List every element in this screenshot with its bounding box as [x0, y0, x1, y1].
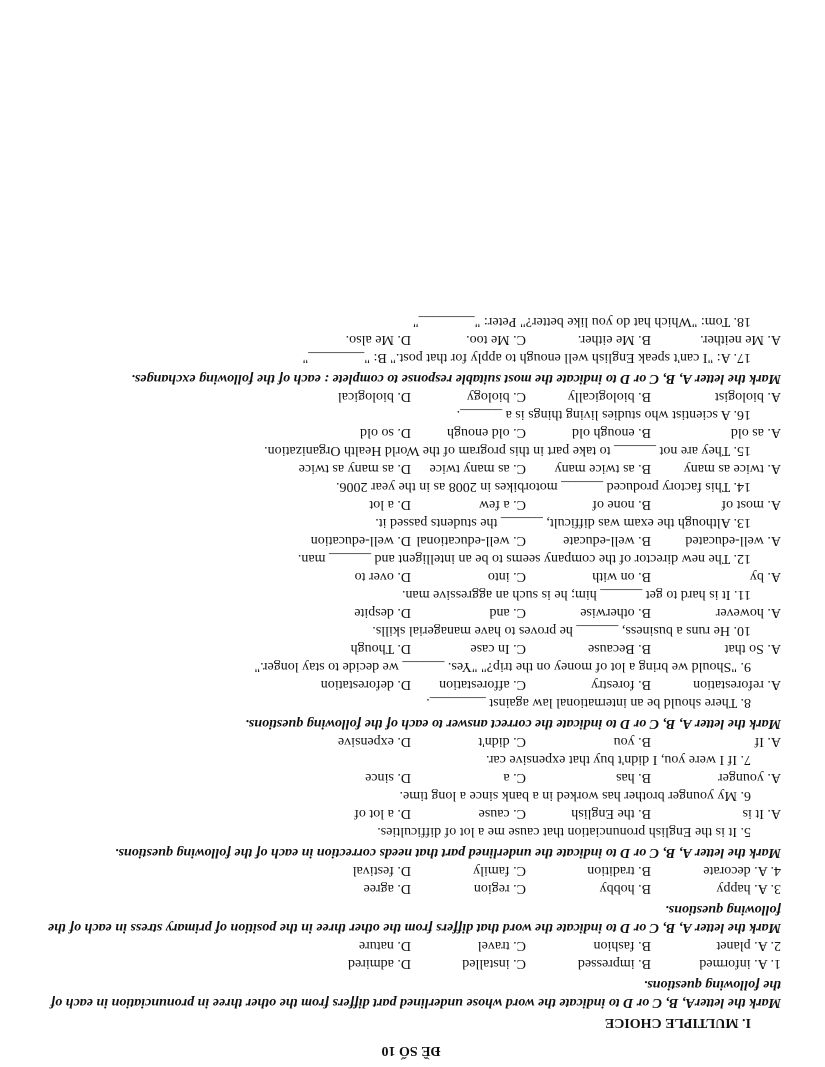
- question: [41, 861, 781, 879]
- question-number: 3.: [770, 881, 781, 896]
- option-b[interactable]: B. Because: [588, 641, 651, 656]
- answer-options: [41, 603, 781, 621]
- option-a[interactable]: A. by: [749, 569, 781, 584]
- group-instruction: Mark the letterA, B, C or D to indicate the word whose underlined part differs from the other three in pronunciation in each of the following questions.: [50, 977, 781, 1010]
- option-d[interactable]: D. despite: [354, 605, 411, 620]
- option-a[interactable]: A. So that: [724, 641, 781, 656]
- question-stem: 14. This factory produced ______ motorbikes in 2008 as in the year 2006.: [336, 479, 751, 494]
- option-a[interactable]: A. twice as many: [683, 461, 781, 476]
- option-d[interactable]: D. Me also.: [345, 332, 411, 347]
- option-c[interactable]: C. In case: [470, 641, 526, 656]
- option-a[interactable]: A. however: [715, 605, 781, 620]
- option-c[interactable]: C. a few: [478, 497, 526, 512]
- option-c[interactable]: C. a: [503, 770, 526, 785]
- option-b[interactable]: B. tradition: [587, 863, 651, 878]
- question-stem: 18. Tom: "Which hat do you like better?" Peter: "________": [412, 314, 751, 329]
- question: [41, 459, 781, 495]
- question-group: [41, 936, 781, 1011]
- option-b[interactable]: B. the English: [571, 806, 651, 821]
- question-stem: 8. There should be an international law against ________.: [426, 695, 751, 710]
- group-instruction: Mark the letter A, B, C or D to indicate the underlined part that needs correction in each of the following questions.: [114, 845, 781, 860]
- answer-options: [41, 804, 781, 822]
- option-text: A. happy: [716, 881, 768, 896]
- question: [41, 423, 781, 459]
- question: [41, 675, 781, 711]
- option-c[interactable]: C. travel: [477, 938, 526, 953]
- answer-options: [41, 387, 781, 405]
- answer-options: [41, 495, 781, 513]
- option-d[interactable]: D. as many as twice: [298, 461, 411, 476]
- question-group: [41, 861, 781, 936]
- section-title: I. MULTIPLE CHOICE: [604, 1015, 751, 1030]
- question-stem: 17. A: "I can't speak English well enough to apply for that post." B: "________": [302, 350, 751, 365]
- option-b[interactable]: B. hobby: [599, 881, 651, 896]
- option-c[interactable]: C. installed: [462, 956, 526, 971]
- question: [41, 804, 781, 840]
- question-group: [41, 312, 781, 387]
- question: [41, 387, 781, 423]
- option-d[interactable]: D. expensive: [337, 734, 411, 749]
- option-b[interactable]: B. impressed: [577, 956, 651, 971]
- option-a[interactable]: [651, 936, 781, 954]
- question: [41, 732, 781, 768]
- option-d[interactable]: D. nature: [358, 938, 411, 953]
- question: [41, 936, 781, 954]
- option-c[interactable]: C. old enough: [447, 425, 526, 440]
- option-text: A. informed: [699, 956, 768, 971]
- option-c[interactable]: C. as many twice: [429, 461, 526, 476]
- question: [41, 603, 781, 639]
- question-stem: 6. My younger brother has worked in a bank since a long time.: [399, 788, 751, 803]
- option-a[interactable]: [651, 954, 781, 972]
- option-b[interactable]: B. on with: [592, 569, 651, 584]
- option-a[interactable]: A. Me neither.: [700, 332, 781, 347]
- question-number: 2.: [770, 938, 781, 953]
- option-text: A. planet: [716, 938, 768, 953]
- option-c[interactable]: C. didn't: [478, 734, 526, 749]
- option-a[interactable]: A. biologist: [714, 389, 781, 404]
- question: [41, 531, 781, 567]
- option-c[interactable]: C. afforestation: [439, 677, 526, 692]
- option-c[interactable]: C. family: [473, 863, 526, 878]
- question-stem: 7. If I were you, I didn't buy that expensive car.: [486, 752, 751, 767]
- option-c[interactable]: C. Me too.: [466, 332, 526, 347]
- answer-options: [41, 567, 781, 585]
- answer-options: [41, 459, 781, 477]
- question-stem: 13. Although the exam was difficult, ______ the students passed it.: [375, 515, 751, 530]
- question-stem: 11. It is hard to get ______ him; he is such an aggressive man.: [401, 587, 751, 602]
- answer-options: [41, 936, 781, 954]
- option-d[interactable]: D. so old: [360, 425, 411, 440]
- question-stem: 10. He runs a business, ______ he proves to have managerial skills.: [372, 623, 751, 638]
- question-stem: 12. The new director of the company seems to be an intelligent and ______ man.: [297, 551, 751, 566]
- question-stem: 9. "Should we bring a lot of money on the trip?" "Yes. ______ we decide to stay longer.": [254, 659, 751, 674]
- option-d[interactable]: D. over to: [354, 569, 411, 584]
- question-number: 1.: [770, 956, 781, 971]
- option-d[interactable]: D. agree: [363, 881, 411, 896]
- option-a[interactable]: [651, 879, 781, 897]
- option-a[interactable]: A. most of: [721, 497, 781, 512]
- question: [41, 567, 781, 603]
- option-d[interactable]: D. admired: [348, 956, 411, 971]
- option-b[interactable]: B. you: [613, 734, 651, 749]
- option-a[interactable]: A. reforestation: [693, 677, 781, 692]
- option-b[interactable]: B. fashion: [593, 938, 651, 953]
- answer-options: [41, 639, 781, 657]
- option-d[interactable]: D. deforestation: [320, 677, 411, 692]
- option-b[interactable]: B. well-educate: [563, 533, 651, 548]
- question: [41, 768, 781, 804]
- answer-options: [41, 861, 781, 879]
- option-a[interactable]: A. It is: [742, 806, 781, 821]
- option-text: A. decorate: [703, 863, 768, 878]
- option-a[interactable]: A. If: [754, 734, 781, 749]
- group-instruction: Mark the letter A, B, C or D to indicate the word that differs from the other three in the position of primary stress in each of the following questions.: [47, 902, 781, 935]
- question: [41, 330, 781, 366]
- option-a[interactable]: A. younger: [718, 770, 781, 785]
- option-b[interactable]: B. has: [616, 770, 651, 785]
- question-number: 4.: [770, 863, 781, 878]
- answer-options: [41, 423, 781, 441]
- option-d[interactable]: D. well-education: [310, 533, 411, 548]
- option-d[interactable]: D. festival: [352, 863, 411, 878]
- option-d[interactable]: D. biological: [337, 389, 411, 404]
- question: [41, 312, 781, 330]
- answer-options: [41, 675, 781, 693]
- option-d[interactable]: D. Though: [350, 641, 411, 656]
- question-group: [41, 732, 781, 861]
- option-b[interactable]: B. Me either.: [577, 332, 651, 347]
- option-c[interactable]: C. biology: [466, 389, 526, 404]
- answer-options: [41, 531, 781, 549]
- option-b[interactable]: B. as twice many: [554, 461, 651, 476]
- option-b[interactable]: B. enough old: [572, 425, 651, 440]
- option-b[interactable]: B. otherwise: [580, 605, 651, 620]
- exam-title: ĐỀ SỐ 10: [381, 1043, 441, 1058]
- group-instruction: Mark the letter A, B, C or D to indicate the most suitable response to complete : each of the following exchanges.: [131, 371, 781, 386]
- question-stem: 16. A scientist who studies living things is a ______.: [456, 407, 751, 422]
- answer-options: [41, 330, 781, 348]
- question: [41, 879, 781, 897]
- question-group: [41, 387, 781, 732]
- question-stem: 15. They are not ______ to take part in this program of the World Health Organization.: [264, 443, 751, 458]
- option-a[interactable]: A. well-educated: [685, 533, 781, 548]
- option-c[interactable]: C. into: [487, 569, 526, 584]
- group-instruction: Mark the letter A, B, C or D to indicate the correct answer to each of the following questions.: [245, 716, 781, 731]
- option-d[interactable]: D. since: [365, 770, 411, 785]
- option-c[interactable]: C. region: [473, 881, 526, 896]
- exam-content: [41, 312, 781, 1059]
- option-a[interactable]: A. as old: [730, 425, 781, 440]
- option-a[interactable]: [651, 861, 781, 879]
- option-b[interactable]: B. biologically: [567, 389, 651, 404]
- answer-options: [41, 768, 781, 786]
- option-d[interactable]: D. a lot: [369, 497, 411, 512]
- answer-options: [41, 879, 781, 897]
- option-c[interactable]: C. and: [489, 605, 526, 620]
- question: [41, 495, 781, 531]
- option-b[interactable]: B. none of: [592, 497, 651, 512]
- option-c[interactable]: C. well-educational: [416, 533, 526, 548]
- option-b[interactable]: B. forestry: [591, 677, 651, 692]
- question-stem: 5. It is the English pronunciation that cause me a lot of difficulties.: [377, 824, 751, 839]
- option-d[interactable]: D. a lot of: [354, 806, 411, 821]
- question: [41, 954, 781, 972]
- answer-options: [41, 732, 781, 750]
- option-c[interactable]: C. cause: [478, 806, 526, 821]
- question: [41, 639, 781, 675]
- answer-options: [41, 954, 781, 972]
